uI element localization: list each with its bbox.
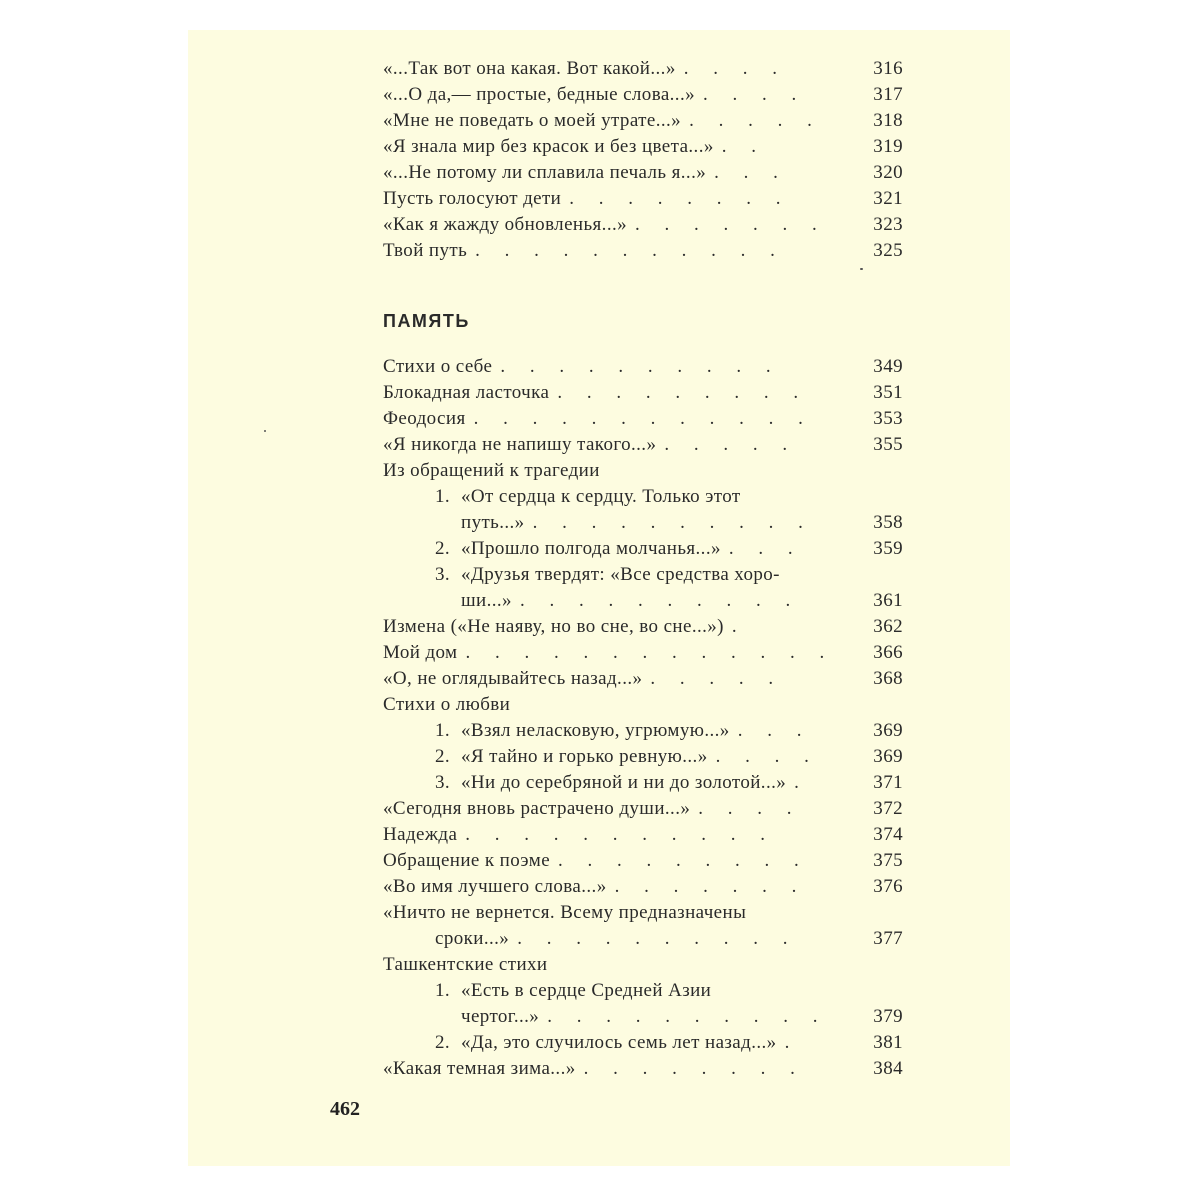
toc-entry xyxy=(383,354,903,380)
entry-title: «Есть в сердце Средней Азии xyxy=(461,980,712,1001)
toc-entry xyxy=(383,510,903,536)
entry-page-number: 361 xyxy=(873,590,903,611)
toc-entry xyxy=(383,822,903,848)
entry-page-number: 369 xyxy=(873,746,903,767)
entry-title: Из обращений к трагедии xyxy=(383,460,600,481)
dot-leader: . . . . . . . . . . . xyxy=(475,240,785,261)
page-number: 462 xyxy=(330,1098,360,1120)
toc-entry xyxy=(383,238,903,264)
entry-page-number: 368 xyxy=(873,668,903,689)
entry-title: «...О да,— простые, бедные слова...» xyxy=(383,84,695,105)
dot-leader: . . . . . xyxy=(664,434,798,455)
toc-entry xyxy=(383,1004,903,1030)
entry-page-number: 320 xyxy=(873,162,903,183)
toc-entry xyxy=(383,212,903,238)
dot-leader: . . . . . . . . . xyxy=(558,850,809,871)
toc-entry xyxy=(383,744,903,770)
dot-leader: . . . . xyxy=(715,746,819,767)
toc-entry xyxy=(383,160,903,186)
toc-entry xyxy=(383,134,903,160)
print-speck xyxy=(860,268,863,270)
dot-leader: . . . . . . . . . . . xyxy=(465,824,776,845)
entry-page-number: 319 xyxy=(873,136,903,157)
entry-title: «...Не потому ли сплавила печаль я...» xyxy=(383,162,707,183)
toc-entry xyxy=(383,380,903,406)
toc-entry xyxy=(383,588,903,614)
dot-leader: . . xyxy=(721,136,767,157)
entry-title: «Я никогда не напишу такого...» xyxy=(383,434,657,455)
entry-title: Мой дом xyxy=(383,642,458,663)
entry-number: 3. xyxy=(435,564,451,585)
table-of-contents xyxy=(383,56,903,1082)
entry-title: Феодосия xyxy=(383,408,466,429)
entry-title: «Взял неласковую, угрюмую...» xyxy=(461,720,730,741)
dot-leader: . xyxy=(731,616,747,637)
entry-number: 1. xyxy=(435,980,451,1001)
entry-page-number: 372 xyxy=(873,798,903,819)
entry-title: «Какая темная зима...» xyxy=(383,1058,576,1079)
toc-entry xyxy=(383,432,903,458)
toc-entry xyxy=(383,848,903,874)
entry-title: «Ничто не вернется. Всему предназначены xyxy=(383,902,747,923)
section-heading: ПАМЯТЬ xyxy=(383,311,470,331)
toc-entry xyxy=(383,952,903,978)
entry-title: «О, не оглядывайтесь назад...» xyxy=(383,668,643,689)
toc-entry xyxy=(383,56,903,82)
toc-entry xyxy=(383,614,903,640)
entry-number: 3. xyxy=(435,772,451,793)
toc-entry xyxy=(383,186,903,212)
toc-entry xyxy=(383,1056,903,1082)
dot-leader: . . . . . . . xyxy=(614,876,807,897)
entry-number: 1. xyxy=(435,486,451,507)
entry-title: «Друзья твердят: «Все средства хоро- xyxy=(461,564,780,585)
dot-leader: . . . . . . . . . . xyxy=(532,512,813,533)
entry-title: «Да, это случилось семь лет назад...» xyxy=(461,1032,777,1053)
entry-page-number: 316 xyxy=(873,58,903,79)
dot-leader: . . . xyxy=(728,538,803,559)
entry-page-number: 351 xyxy=(873,382,903,403)
toc-entry xyxy=(383,900,903,926)
toc-entry xyxy=(383,108,903,134)
entry-page-number: 377 xyxy=(873,928,903,949)
entry-title: Стихи о любви xyxy=(383,694,511,715)
entry-number: 2. xyxy=(435,538,451,559)
dot-leader: . . . xyxy=(737,720,812,741)
toc-entry xyxy=(383,406,903,432)
toc-entry xyxy=(383,562,903,588)
entry-page-number: 376 xyxy=(873,876,903,897)
toc-entry xyxy=(383,82,903,108)
entry-page-number: 349 xyxy=(873,356,903,377)
dot-leader: . . . . . xyxy=(689,110,822,131)
dot-leader: . . . xyxy=(714,162,788,183)
entry-title: «Во имя лучшего слова...» xyxy=(383,876,607,897)
entry-page-number: 353 xyxy=(873,408,903,429)
entry-title: чертог...» xyxy=(461,1006,540,1027)
entry-number: 2. xyxy=(435,746,451,767)
entry-page-number: 375 xyxy=(873,850,903,871)
dot-leader: . . . . . . . . . . xyxy=(547,1006,828,1027)
entry-page-number: 379 xyxy=(873,1006,903,1027)
print-speck xyxy=(264,430,266,432)
entry-title: Стихи о себе xyxy=(383,356,493,377)
toc-entry xyxy=(383,458,903,484)
dot-leader: . . . . . . . . . . xyxy=(500,356,781,377)
dot-leader: . . . . . . . . xyxy=(569,188,791,209)
entry-title: путь...» xyxy=(461,512,525,533)
entry-number: 2. xyxy=(435,1032,451,1053)
toc-entry xyxy=(383,770,903,796)
entry-page-number: 358 xyxy=(873,512,903,533)
entry-page-number: 366 xyxy=(873,642,903,663)
toc-entry xyxy=(383,926,903,952)
entry-page-number: 321 xyxy=(873,188,903,209)
dot-leader: . . . . . xyxy=(650,668,784,689)
entry-title: «Как я жажду обновленья...» xyxy=(383,214,628,235)
dot-leader: . xyxy=(784,1032,800,1053)
entry-title: Обращение к поэме xyxy=(383,850,551,871)
entry-page-number: 369 xyxy=(873,720,903,741)
dot-leader: . . . . . . . . . . . . . xyxy=(465,642,835,663)
book-page xyxy=(188,30,1010,1166)
entry-title: Пусть голосуют дети xyxy=(383,188,562,209)
entry-title: «Я тайно и горько ревную...» xyxy=(461,746,708,767)
entry-title: «От сердца к сердцу. Только этот xyxy=(461,486,741,507)
toc-entry xyxy=(383,874,903,900)
entry-title: «Я знала мир без красок и без цвета...» xyxy=(383,136,714,157)
entry-title: Надежда xyxy=(383,824,458,845)
entry-page-number: 317 xyxy=(873,84,903,105)
entry-page-number: 374 xyxy=(873,824,903,845)
dot-leader: . . . . xyxy=(683,58,787,79)
dot-leader: . xyxy=(794,772,809,793)
toc-entry xyxy=(383,536,903,562)
entry-page-number: 359 xyxy=(873,538,903,559)
toc-entry xyxy=(383,484,903,510)
dot-leader: . . . . . . . . . xyxy=(557,382,809,403)
toc-entry xyxy=(383,692,903,718)
entry-title: Твой путь xyxy=(383,240,468,261)
dot-leader: . . . . . . . . . . xyxy=(517,928,798,949)
dot-leader: . . . . . . . xyxy=(635,214,827,235)
toc-entry xyxy=(383,796,903,822)
entry-title: «Мне не поведать о моей утрате...» xyxy=(383,110,682,131)
entry-page-number: 362 xyxy=(873,616,903,637)
dot-leader: . . . . . . . . . . . . xyxy=(473,408,813,429)
entry-title: Ташкентские стихи xyxy=(383,954,548,975)
dot-leader: . . . . . . . . xyxy=(583,1058,805,1079)
toc-entry xyxy=(383,640,903,666)
entry-title: «Прошло полгода молчанья...» xyxy=(461,538,721,559)
entry-title: сроки...» xyxy=(435,928,510,949)
entry-title: «Ни до серебряной и ни до золотой...» xyxy=(461,772,787,793)
entry-page-number: 318 xyxy=(873,110,903,131)
dot-leader: . . . . xyxy=(698,798,802,819)
toc-entry xyxy=(383,1030,903,1056)
entry-title: Блокадная ласточка xyxy=(383,382,550,403)
toc-section-1 xyxy=(383,56,903,264)
toc-entry xyxy=(383,978,903,1004)
dot-leader: . . . . . . . . . . xyxy=(519,590,801,611)
entry-page-number: 371 xyxy=(873,772,903,793)
toc-section-2 xyxy=(383,354,903,1082)
toc-entry xyxy=(383,718,903,744)
entry-title: ши...» xyxy=(461,590,512,611)
toc-entry xyxy=(383,666,903,692)
entry-page-number: 325 xyxy=(873,240,903,261)
entry-number: 1. xyxy=(435,720,451,741)
entry-page-number: 323 xyxy=(873,214,903,235)
entry-title: «...Так вот она какая. Вот какой...» xyxy=(383,58,676,79)
entry-title: Измена («Не наяву, но во сне, во сне...») xyxy=(383,616,724,637)
entry-page-number: 384 xyxy=(873,1058,903,1079)
dot-leader: . . . . xyxy=(703,84,807,105)
entry-title: «Сегодня вновь растрачено души...» xyxy=(383,798,691,819)
entry-page-number: 381 xyxy=(873,1032,903,1053)
entry-page-number: 355 xyxy=(873,434,903,455)
